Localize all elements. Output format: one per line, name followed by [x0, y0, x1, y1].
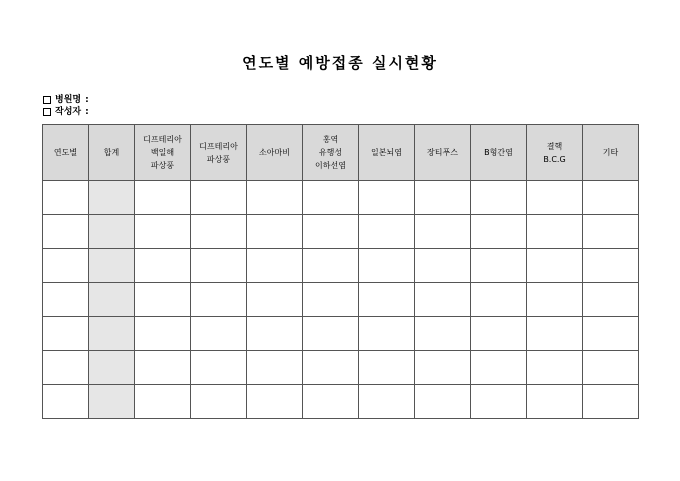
- table-cell: [43, 283, 89, 317]
- header-year: 연도별: [43, 125, 89, 181]
- info-block: [43, 94, 89, 118]
- table-cell: [415, 181, 471, 215]
- table-cell: [43, 181, 89, 215]
- table-cell: [583, 215, 639, 249]
- table-cell: [247, 385, 303, 419]
- table-cell: [471, 181, 527, 215]
- table-cell: [415, 385, 471, 419]
- table-cell: [191, 351, 247, 385]
- table-row: [43, 283, 639, 317]
- table-cell: [303, 215, 359, 249]
- header-total: 합계: [89, 125, 135, 181]
- hospital-name-label: 병원명: [55, 95, 82, 105]
- table-cell: [415, 249, 471, 283]
- header-hepatitis-b: B형간염: [471, 125, 527, 181]
- author-colon: :: [85, 107, 89, 117]
- table-cell: [247, 181, 303, 215]
- table-cell: [359, 283, 415, 317]
- table-cell: [43, 317, 89, 351]
- author-line: [43, 106, 89, 118]
- table-cell: [191, 249, 247, 283]
- table-cell: [527, 385, 583, 419]
- table-cell: [471, 283, 527, 317]
- header-dtp: 디프테리아 백일해 파상풍: [135, 125, 191, 181]
- table-cell: [527, 317, 583, 351]
- table-cell: [583, 385, 639, 419]
- table-cell: [303, 249, 359, 283]
- table-cell: [191, 385, 247, 419]
- table-cell: [303, 317, 359, 351]
- author-checkbox-icon: [43, 108, 51, 116]
- total-cell: [89, 181, 135, 215]
- table-cell: [247, 283, 303, 317]
- header-dt: 디프테리아 파상풍: [191, 125, 247, 181]
- hospital-name-line: [43, 94, 89, 106]
- table-cell: [135, 283, 191, 317]
- table-cell: [303, 385, 359, 419]
- table-cell: [135, 249, 191, 283]
- hospital-name-colon: :: [85, 95, 89, 105]
- table-cell: [135, 351, 191, 385]
- table-cell: [135, 215, 191, 249]
- table-cell: [471, 351, 527, 385]
- table-cell: [247, 249, 303, 283]
- table-row: [43, 385, 639, 419]
- table-cell: [359, 351, 415, 385]
- total-cell: [89, 317, 135, 351]
- table-cell: [247, 215, 303, 249]
- header-other: 기타: [583, 125, 639, 181]
- table-cell: [527, 181, 583, 215]
- document-title: 연도별 예방접종 실시현황: [242, 54, 438, 72]
- table-cell: [43, 215, 89, 249]
- table-cell: [583, 351, 639, 385]
- table-cell: [527, 249, 583, 283]
- table-row: [43, 317, 639, 351]
- table-cell: [359, 181, 415, 215]
- table-cell: [415, 283, 471, 317]
- total-cell: [89, 283, 135, 317]
- table-cell: [527, 351, 583, 385]
- author-label: 작성자: [55, 107, 82, 117]
- table-row: [43, 215, 639, 249]
- total-cell: [89, 249, 135, 283]
- table-cell: [359, 215, 415, 249]
- table-row: [43, 181, 639, 215]
- table-cell: [359, 385, 415, 419]
- table-cell: [583, 249, 639, 283]
- total-cell: [89, 351, 135, 385]
- table-cell: [583, 283, 639, 317]
- table-cell: [191, 317, 247, 351]
- table-cell: [583, 317, 639, 351]
- table-row: [43, 249, 639, 283]
- table-cell: [527, 215, 583, 249]
- hospital-checkbox-icon: [43, 96, 51, 104]
- total-cell: [89, 215, 135, 249]
- table-cell: [471, 385, 527, 419]
- table-cell: [43, 351, 89, 385]
- table-row: [43, 351, 639, 385]
- header-bcg: 결핵 B.C.G: [527, 125, 583, 181]
- table-cell: [415, 215, 471, 249]
- table-cell: [43, 385, 89, 419]
- vaccination-table: [42, 124, 639, 419]
- table-cell: [415, 317, 471, 351]
- header-polio: 소아마비: [247, 125, 303, 181]
- table-header-row: [43, 125, 639, 181]
- table-cell: [191, 215, 247, 249]
- table-cell: [303, 283, 359, 317]
- table-cell: [43, 249, 89, 283]
- table-body: [43, 181, 639, 419]
- table-cell: [247, 351, 303, 385]
- table-cell: [471, 249, 527, 283]
- table-cell: [191, 181, 247, 215]
- table-cell: [303, 181, 359, 215]
- table-cell: [135, 385, 191, 419]
- table-cell: [471, 317, 527, 351]
- table-cell: [247, 317, 303, 351]
- total-cell: [89, 385, 135, 419]
- table-cell: [135, 181, 191, 215]
- table-cell: [583, 181, 639, 215]
- table-cell: [191, 283, 247, 317]
- table-cell: [415, 351, 471, 385]
- table-cell: [303, 351, 359, 385]
- header-japanese-encephalitis: 일본뇌염: [359, 125, 415, 181]
- table-cell: [359, 317, 415, 351]
- table-cell: [471, 215, 527, 249]
- table-cell: [527, 283, 583, 317]
- header-typhoid: 장티푸스: [415, 125, 471, 181]
- table-cell: [135, 317, 191, 351]
- table-cell: [359, 249, 415, 283]
- header-mmr: 홍역 유행성 이하선염: [303, 125, 359, 181]
